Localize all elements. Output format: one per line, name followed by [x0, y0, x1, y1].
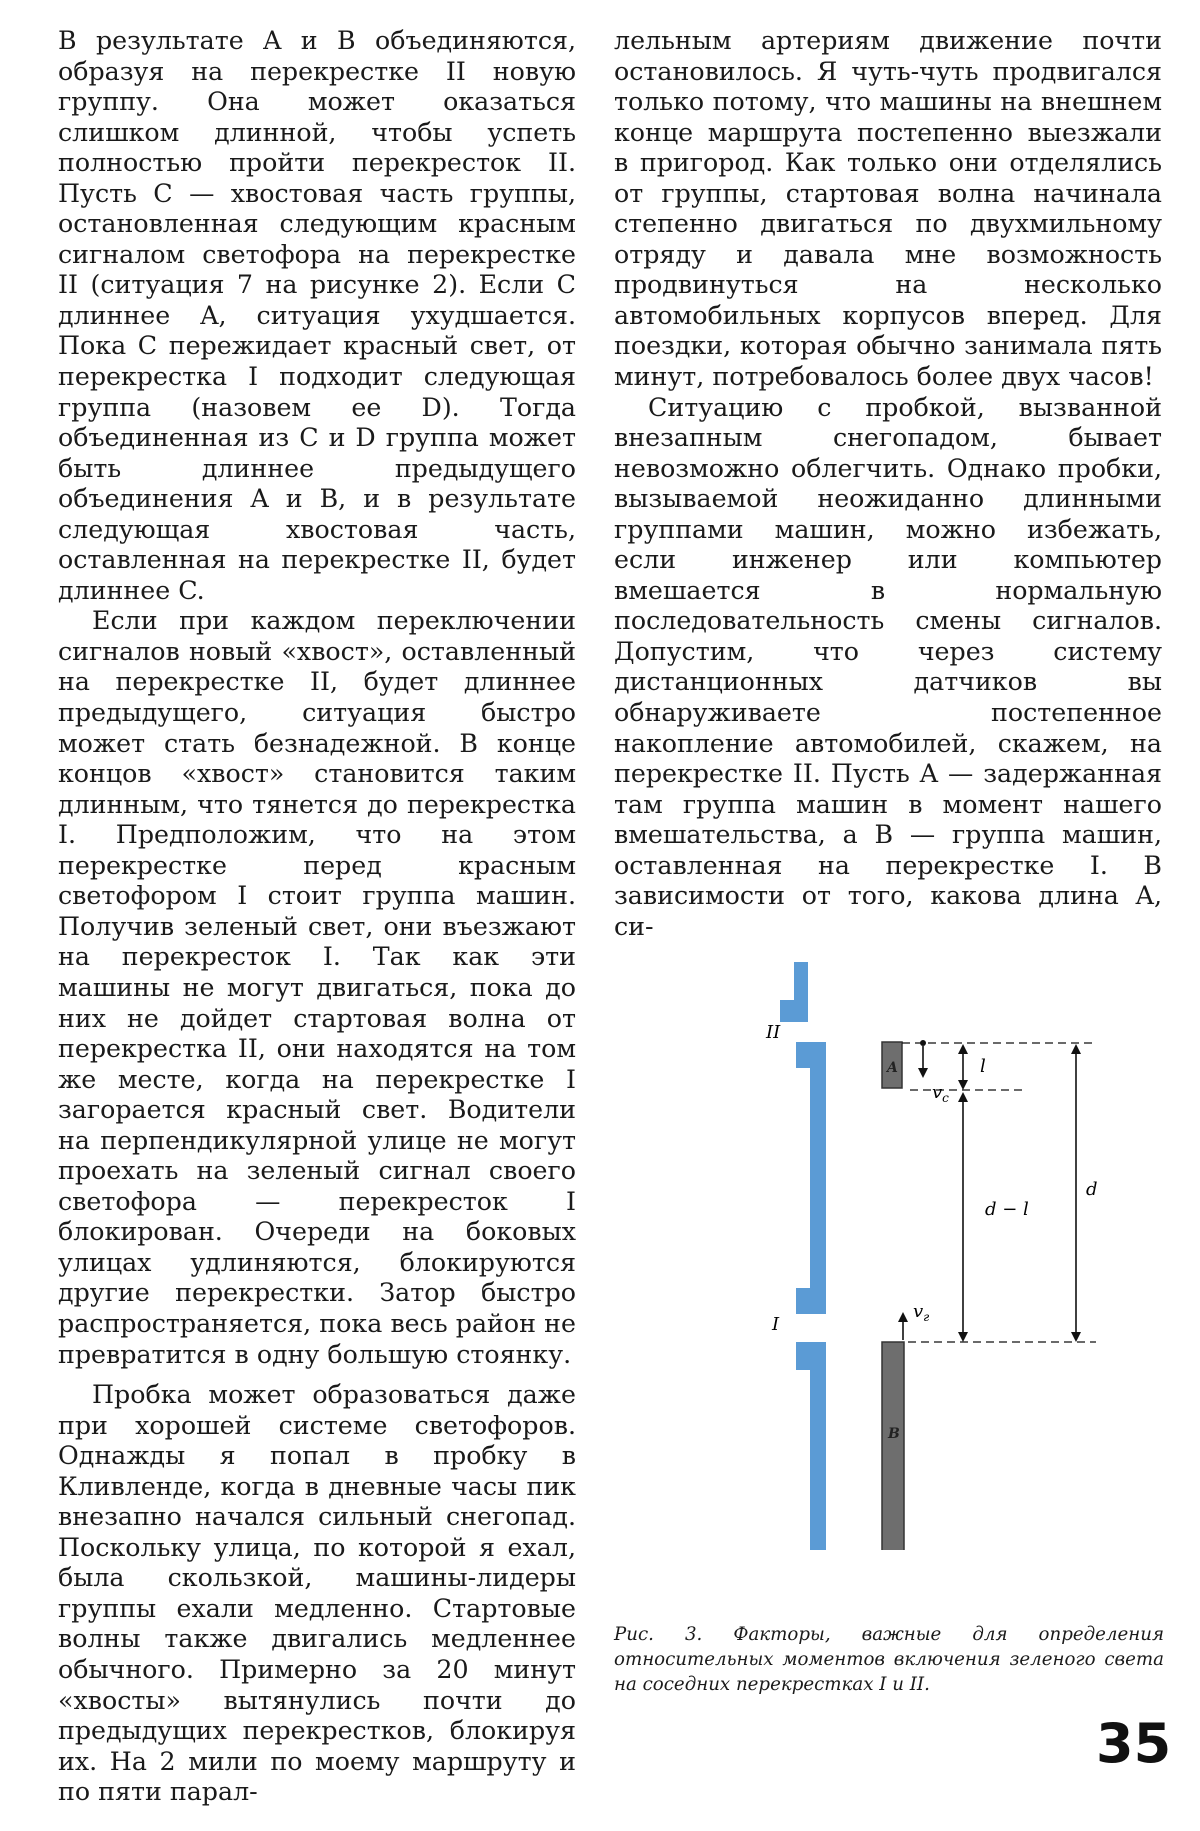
- vc-label: $v_c$: [932, 1082, 949, 1105]
- paragraph-2: Если при каждом переключении сигналов новый «хвост», оставленный на перекрестке II, будет длиннее предыдущего, ситуация быстро может стать безнадежной. В конце концов «хвост» становится таким длинным, что тянется до перекрестка I. Предположим, что на этом перекрестке перед красным светофором I стоит группа машин. Получив зеленый свет, они въезжают на перекресток I. Так как эти машины не могут двигаться, пока до них не дойдет стартовая волна от перекрестка II, они находятся на том же месте, когда на перекрестке I загорается красный свет. Водители на перпендикулярной улице не могут проехать на зеленый сигнал своего светофора — перекресток I блокирован. Очереди на боковых улицах удлиняются, блокируются другие перекрестки. Затор быстро распространяется, пока весь район не превратится в одну большую стоянку.: [58, 606, 576, 1369]
- d-minus-l-label: d − l: [985, 1199, 1029, 1220]
- intersection-ii-label: II: [766, 1022, 781, 1043]
- paragraph-1: В результате A и B объединяются, образуя на перекрестке II новую группу. Она может оказаться слишком длинной, чтобы успеть полностью пройти перекресток II. Пусть C — хвостовая часть группы, остановленная следующим красным сигналом светофора на перекрестке II (ситуация 7 на рисунке 2). Если C длиннее A, ситуация ухудшается. Пока C пережидает красный свет, от перекрестка I подходит следующая группа (назовем ее D). Тогда объединенная из C и D группа может быть длиннее предыдущего объединения A и B, и в результате следующая хвостовая часть, оставленная на перекрестке II, будет длиннее C.: [58, 26, 576, 605]
- page-number: 35: [1096, 1712, 1172, 1775]
- paragraph-3: Пробка может образоваться даже при хорошей системе светофоров. Однажды я попал в пробку в Кливленде, когда в дневные часы пик внезапно начался сильный снегопад. Поскольку улица, по которой я ехал, была скользкой, машины-лидеры группы ехали медленно. Стартовые волны также двигались медленнее обычного. Примерно за 20 минут «хвосты» вытянулись почти до предыдущих перекрестков, блокируя их. На 2 мили по моему маршруту и по пяти парал-: [58, 1380, 576, 1807]
- road-bottom-block: [796, 1342, 826, 1550]
- paragraph-continuation: лельным артериям движение почти остановилось. Я чуть-чуть продвигался только потому, что машины на внешнем конце маршрута постепенно выезжали в пригород. Как только они отделялись от группы, стартовая волна начинала степенно двигаться по двухмильному отряду и давала мне возможность продвинуться на несколько автомобильных корпусов вперед. Для поездки, которая обычно занимала пять минут, потребовалось более двух часов!: [614, 26, 1162, 392]
- d-label: d: [1086, 1179, 1098, 1200]
- road-layout: [780, 962, 826, 1550]
- vg-arrowhead: [898, 1312, 908, 1322]
- vc-arrowhead: [918, 1068, 928, 1078]
- traffic-diagram: [760, 950, 1120, 1550]
- d-arrowhead-top: [1071, 1044, 1081, 1054]
- car-group-b: [882, 1342, 904, 1550]
- left-text-column: [58, 26, 576, 1808]
- group-b-label: B: [888, 1426, 900, 1442]
- right-text-column: [614, 26, 1162, 942]
- paragraph-4: Ситуацию с пробкой, вызванной внезапным снегопадом, бывает невозможно облегчить. Однако пробки, вызываемой неожиданно длинными группами машин, можно избежать, если инженер или компьютер вмешается в нормальную последовательность смены сигналов. Допустим, что через систему дистанционных датчиков вы обнаруживаете постепенное накопление автомобилей, скажем, на перекрестке II. Пусть A — задержанная там группа машин в момент нашего вмешательства, a B — группа машин, оставленная на перекрестке I. В зависимости от того, какова длина A, си-: [614, 392, 1162, 941]
- d-minus-l-arrowhead-bottom: [958, 1332, 968, 1342]
- d-arrowhead-bottom: [1071, 1332, 1081, 1342]
- road-middle-block: [796, 1042, 826, 1314]
- group-a-label: A: [887, 1060, 898, 1076]
- front-of-a-dot: [920, 1040, 926, 1046]
- vg-label: $v_г$: [913, 1301, 930, 1324]
- road-top-stub: [780, 1000, 808, 1022]
- l-label: l: [980, 1056, 986, 1077]
- l-arrowhead-bottom: [958, 1080, 968, 1090]
- d-minus-l-arrowhead-top: [958, 1092, 968, 1102]
- figure-caption: Рис. 3. Факторы, важные для определения относительных моментов включения зеленого света на соседних перекрестках I и II.: [614, 1624, 1164, 1695]
- intersection-i-label: I: [772, 1314, 780, 1335]
- l-arrowhead-top: [958, 1044, 968, 1054]
